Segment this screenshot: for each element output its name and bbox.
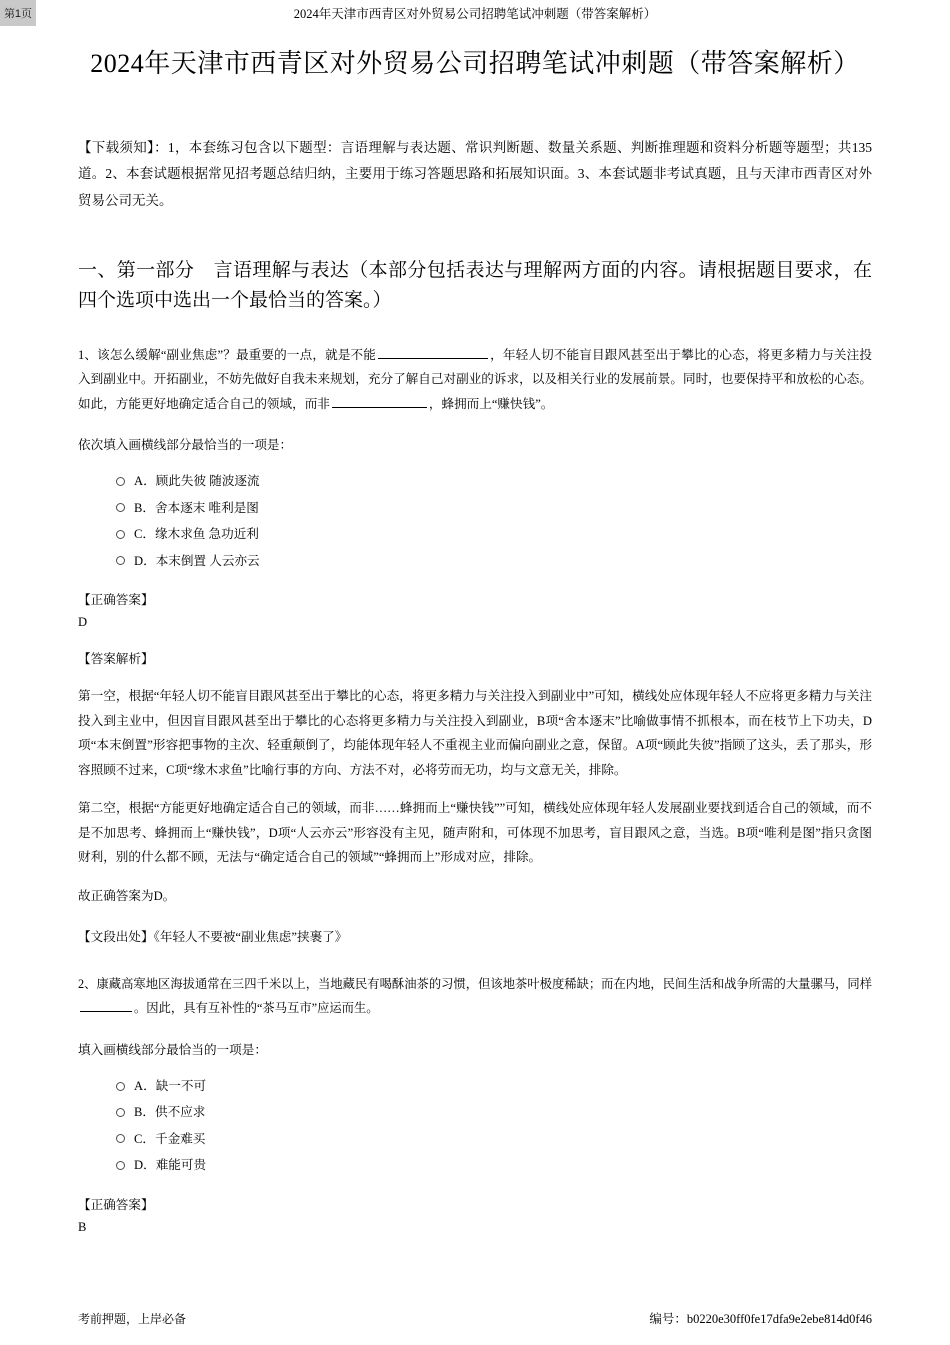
question-2-option-b[interactable] [94, 1099, 872, 1125]
question-2-prompt: 填入画横线部分最恰当的一项是： [78, 1042, 267, 1057]
question-1-stem-part3: ，蜂拥而上“赚快钱”。 [428, 396, 554, 411]
question-1-explanation-2: 第二空，根据“方能更好地确定适合自己的领域，而非……蜂拥而上“赚快钱””可知，横线处应体现年轻人发展副业要找到适合自己的领域，而不是不加思考、蜂拥而上“赚快钱”，D项“人云亦云”形容没有主见，随声附和，可体现不加思考，盲目跟风之意，当选。B项“唯利是图”指只贪图财利，别的什么都不顾，无法与“确定适合自己的领域”“蜂拥而上”形成对应，排除。 [78, 801, 872, 865]
footer-code-value: b0220e30ff0fe17dfa9e2ebe814d0f46 [686, 1312, 872, 1326]
question-1-source-text: 《年轻人不要被“副业焦虑”挟裹了》 [153, 930, 348, 945]
document-content [0, 26, 950, 1237]
option-text: 舍本逐末 唯利是图 [155, 500, 259, 515]
download-notice: 【下载须知】：1，本套练习包含以下题型：言语理解与表达题、常识判断题、数量关系题、判断推理题和资料分析题等题型；共135道。2、本套试题根据常见招考题总结归纳，主要用于练习答题思路和拓展知识面。3、本套试题非考试真题，且与天津市西青区对外贸易公司无关。 [78, 140, 872, 208]
question-2-answer-label: 【正确答案】 [78, 1197, 154, 1212]
question-1-option-b[interactable] [94, 495, 872, 521]
question-1-blank-2 [332, 396, 427, 408]
question-1-options [78, 468, 872, 574]
question-2-option-a[interactable] [94, 1073, 872, 1099]
question-2-option-d[interactable] [94, 1152, 872, 1178]
radio-icon[interactable] [116, 477, 125, 486]
option-text: 千金难买 [155, 1131, 206, 1146]
radio-icon[interactable] [116, 1108, 125, 1117]
question-1-answer-label: 【正确答案】 [78, 593, 154, 608]
option-letter: D． [134, 553, 156, 568]
option-text: 难能可贵 [155, 1158, 207, 1173]
footer-slogan: 考前押题，上岸必备 [78, 1311, 187, 1326]
radio-icon[interactable] [116, 1161, 125, 1170]
question-1-stem [78, 343, 872, 417]
question-2-answer: B [78, 1220, 87, 1235]
running-header-title: 2024年天津市西青区对外贸易公司招聘笔试冲刺题（带答案解析） [293, 7, 657, 21]
footer-code [649, 1309, 872, 1327]
question-1-source [78, 926, 872, 949]
question-2-stem [78, 973, 872, 1021]
question-2-stem-part2: 。因此，具有互补性的“茶马互市”应运而生。 [134, 1000, 379, 1015]
question-1-option-d[interactable] [94, 548, 872, 574]
question-1-prompt: 依次填入画横线部分最恰当的一项是： [78, 438, 293, 453]
question-1-source-label: 【文段出处】 [78, 930, 154, 945]
question-2-blank-1 [80, 1001, 132, 1012]
page-footer [0, 1309, 950, 1327]
question-1-explanation-1: 第一空，根据“年轻人切不能盲目跟风甚至出于攀比的心态，将更多精力与关注投入到副业中”可知，横线处应体现年轻人不应将更多精力与关注投入到主业中，但因盲目跟风甚至出于攀比的心态将更多精力与关注投入到副业，B项“舍本逐末”比喻做事情不抓根本，而在枝节上下功夫，D项“本末倒置”形容把事物的主次、轻重颠倒了，均能体现年轻人不重视主业而偏向副业之意，保留。A项“顾此失彼”指顾了这头，丢了那头，形容照顾不过来，C项“缘木求鱼”比喻行事的方向、方法不对，必将劳而无功，均与文意无关，排除。 [78, 688, 872, 777]
question-1-stem-part2: ，年轻人切不能盲目跟风甚至出于攀比的心态，将更多精力与关注投入到副业中。开拓副业，不妨先做好自我未来规划，充分了解自己对副业的诉求，以及相关行业的发展前景。同时，也要保持平和放松的心态。如此，方能更好地确定适合自己的领域，而非 [78, 347, 872, 411]
option-text: 本末倒置 人云亦云 [155, 553, 260, 568]
question-1-stem-part1: 1、该怎么缓解“副业焦虑”？最重要的一点，就是不能 [78, 347, 377, 362]
option-letter: A． [134, 1078, 156, 1093]
section-heading: 一、第一部分 言语理解与表达（本部分包括表达与理解两方面的内容。请根据题目要求，在四个选项中选出一个最恰当的答案。） [78, 259, 872, 312]
option-letter: A． [134, 474, 156, 489]
option-letter: B． [134, 500, 155, 515]
option-text: 缘木求鱼 急功近利 [155, 527, 259, 542]
question-1-answer: D [78, 615, 88, 630]
option-text: 供不应求 [155, 1105, 206, 1120]
option-letter: C． [134, 527, 155, 542]
question-1-conclusion: 故正确答案为D。 [78, 888, 176, 903]
radio-icon[interactable] [116, 503, 125, 512]
option-text: 顾此失彼 随波逐流 [155, 474, 260, 489]
radio-icon[interactable] [116, 1134, 125, 1143]
question-2-option-c[interactable] [94, 1126, 872, 1152]
radio-icon[interactable] [116, 1082, 125, 1091]
page-title: 2024年天津市西青区对外贸易公司招聘笔试冲刺题（带答案解析） [90, 49, 860, 78]
question-1-explanation-label: 【答案解析】 [78, 651, 154, 666]
footer-code-label: 编号： [649, 1312, 687, 1326]
radio-icon[interactable] [116, 556, 125, 565]
radio-icon[interactable] [116, 530, 125, 539]
option-letter: D． [134, 1158, 156, 1173]
option-text: 缺一不可 [155, 1078, 207, 1093]
option-letter: C． [134, 1131, 155, 1146]
question-2-options [78, 1073, 872, 1179]
page-header [0, 0, 950, 26]
option-letter: B． [134, 1105, 155, 1120]
question-1-blank-1 [378, 347, 488, 359]
question-1-option-a[interactable] [94, 468, 872, 494]
question-2-stem-part1: 2、康藏高寒地区海拔通常在三四千米以上，当地藏民有喝酥油茶的习惯，但该地茶叶极度稀缺；而在内地，民间生活和战争所需的大量骡马，同样 [78, 977, 872, 992]
page-number-badge: 第1页 [0, 0, 36, 26]
question-1-option-c[interactable] [94, 521, 872, 547]
